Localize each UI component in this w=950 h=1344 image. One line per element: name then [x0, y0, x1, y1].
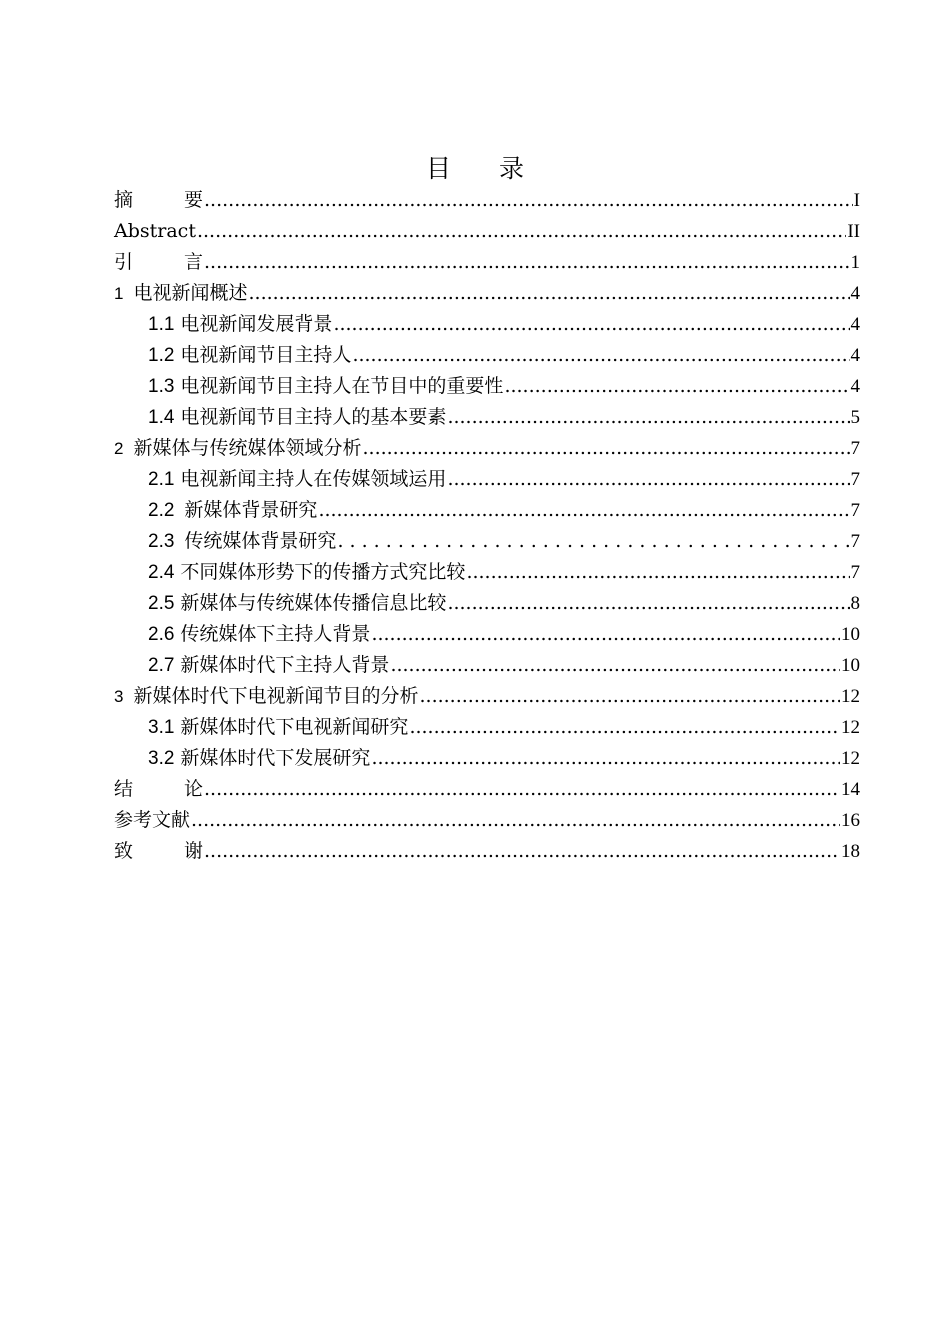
toc-label-part-1: 引: [114, 251, 134, 273]
toc-entry-chapter-3[interactable]: [114, 681, 860, 712]
toc-label: 电视新闻概述: [133, 282, 248, 304]
toc-entry-2-1[interactable]: [114, 464, 860, 495]
toc-entry-2-6[interactable]: [114, 619, 860, 650]
toc-number: 2: [114, 439, 124, 458]
toc-label: 参考文献: [114, 809, 191, 831]
toc-label: 传统媒体背景研究: [184, 530, 337, 552]
toc-page-number: 12: [841, 717, 860, 738]
dot-leader: [371, 619, 840, 650]
toc-entry-chapter-2[interactable]: [114, 433, 860, 464]
dot-leader: [504, 371, 849, 402]
dot-leader: [447, 464, 849, 495]
toc-number: 1.1: [148, 314, 175, 335]
toc-label-part-1: 摘: [114, 189, 134, 211]
toc-entry-3-2[interactable]: [114, 743, 860, 774]
toc-entry-3-1[interactable]: [114, 712, 860, 743]
toc-page-number: 4: [850, 376, 860, 397]
toc-label: Abstract: [114, 220, 196, 242]
dot-leader: [362, 433, 849, 464]
dot-leader: [333, 309, 849, 340]
dot-leader: [466, 557, 849, 588]
toc-page-number: 12: [841, 686, 860, 707]
toc-page-number: 7: [850, 500, 860, 521]
toc-page-number: II: [847, 221, 860, 242]
toc-page-number: 4: [850, 283, 860, 304]
toc-number: 2.2: [148, 500, 175, 521]
dot-leader: [447, 402, 849, 433]
dot-leader: [352, 340, 849, 371]
dot-leader: [248, 278, 849, 309]
toc-number: 3.1: [148, 717, 175, 738]
toc-page-number: 5: [850, 407, 860, 428]
dot-leader: [409, 712, 840, 743]
toc-entry-1-2[interactable]: [114, 340, 860, 371]
toc-label: 新媒体时代下主持人背景: [180, 654, 390, 676]
toc-label-part-1: 结: [114, 778, 134, 800]
toc-number: 3: [114, 687, 124, 706]
dot-leader: [447, 588, 849, 619]
toc-page-number: 8: [850, 593, 860, 614]
toc-label-part-1: 致: [114, 840, 134, 862]
toc-entry-1-1[interactable]: [114, 309, 860, 340]
toc-number: 2.6: [148, 624, 175, 645]
toc-label: 新媒体时代下电视新闻节目的分析: [133, 685, 419, 707]
toc-page-number: 10: [841, 624, 860, 645]
toc-title-char-1: 目: [425, 154, 451, 183]
toc-label: 电视新闻发展背景: [180, 313, 333, 335]
toc-entry-conclusion[interactable]: [114, 774, 860, 805]
toc-label: 电视新闻主持人在传媒领域运用: [180, 468, 447, 490]
toc-page-number: 16: [841, 810, 860, 831]
toc-page-number: 10: [841, 655, 860, 676]
toc-entry-2-5[interactable]: [114, 588, 860, 619]
table-of-contents: [114, 185, 860, 867]
toc-label: 不同媒体形势下的传播方式究比较: [180, 561, 466, 583]
toc-page-number: 4: [850, 314, 860, 335]
toc-entry-2-7[interactable]: [114, 650, 860, 681]
toc-entry-acknowledgements[interactable]: [114, 836, 860, 867]
dot-leader: [204, 247, 849, 278]
toc-page-number: 12: [841, 748, 860, 769]
toc-label: 新媒体与传统媒体领域分析: [133, 437, 362, 459]
toc-number: 1.4: [148, 407, 175, 428]
toc-page-number: I: [853, 190, 860, 211]
toc-page-number: 18: [841, 841, 860, 862]
toc-label: 传统媒体下主持人背景: [180, 623, 371, 645]
toc-label-part-2: 言: [184, 251, 204, 273]
toc-entry-2-3[interactable]: [114, 526, 860, 557]
dot-leader: [371, 743, 840, 774]
toc-page-number: 7: [850, 438, 860, 459]
toc-page-number: 1: [850, 252, 860, 273]
toc-page-number: 14: [841, 779, 860, 800]
toc-title: [0, 150, 950, 188]
toc-entry-chapter-1[interactable]: [114, 278, 860, 309]
toc-label-part-2: 谢: [184, 840, 204, 862]
toc-number: 2.3: [148, 531, 175, 552]
toc-number: 3.2: [148, 748, 175, 769]
toc-label: 电视新闻节目主持人在节目中的重要性: [180, 375, 504, 397]
toc-entry-references[interactable]: [114, 805, 860, 836]
dot-leader: [337, 526, 849, 557]
dot-leader: [204, 836, 840, 867]
dot-leader: [318, 495, 849, 526]
toc-entry-1-3[interactable]: [114, 371, 860, 402]
toc-entry-2-4[interactable]: [114, 557, 860, 588]
toc-number: 2.7: [148, 655, 175, 676]
toc-label: 新媒体与传统媒体传播信息比较: [180, 592, 447, 614]
toc-label: 新媒体背景研究: [184, 499, 318, 521]
toc-number: 2.5: [148, 593, 175, 614]
toc-entry-introduction[interactable]: [114, 247, 860, 278]
toc-number: 2.4: [148, 562, 175, 583]
toc-label: 新媒体时代下发展研究: [180, 747, 371, 769]
toc-label: 新媒体时代下电视新闻研究: [180, 716, 409, 738]
toc-page-number: 4: [850, 345, 860, 366]
dot-leader: [204, 185, 853, 216]
toc-page-number: 7: [850, 562, 860, 583]
toc-number: 2.1: [148, 469, 175, 490]
dot-leader: [419, 681, 840, 712]
toc-label: 电视新闻节目主持人: [180, 344, 352, 366]
toc-page-number: 7: [850, 469, 860, 490]
toc-entry-abstract-cn[interactable]: [114, 185, 860, 216]
toc-number: 1.2: [148, 345, 175, 366]
toc-entry-2-2[interactable]: [114, 495, 860, 526]
toc-page-number: 7: [850, 531, 860, 552]
dot-leader: [191, 805, 840, 836]
toc-label: 电视新闻节目主持人的基本要素: [180, 406, 447, 428]
toc-entry-1-4[interactable]: [114, 402, 860, 433]
toc-number: 1.3: [148, 376, 175, 397]
dot-leader: [390, 650, 840, 681]
dot-leader: [197, 216, 846, 247]
toc-label-part-2: 论: [184, 778, 204, 800]
toc-title-char-2: 录: [499, 154, 525, 183]
toc-label-part-2: 要: [184, 189, 204, 211]
toc-number: 1: [114, 284, 124, 303]
toc-entry-abstract-en[interactable]: [114, 216, 860, 247]
dot-leader: [204, 774, 840, 805]
